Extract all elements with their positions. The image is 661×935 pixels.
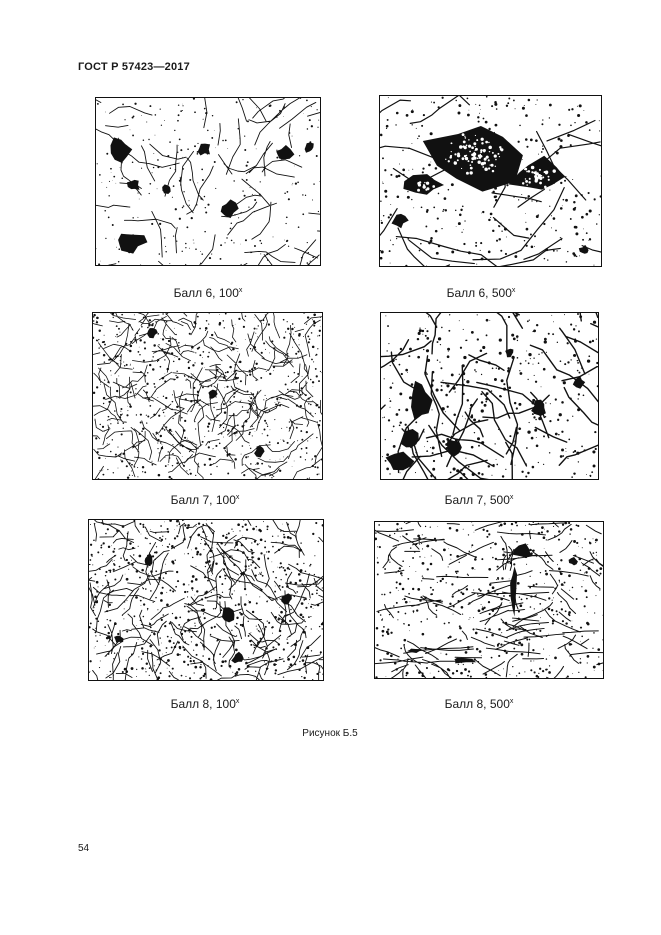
magnification-mark: х <box>509 494 514 501</box>
figure-caption: Рисунок Б.5 <box>302 728 358 739</box>
micrograph-score-8-100x <box>88 519 324 681</box>
caption-score-8-500x <box>445 697 514 711</box>
page-number: 54 <box>78 843 90 854</box>
caption-text: Балл 6, 500 <box>446 286 512 300</box>
micrograph-score-6-100x <box>95 97 321 266</box>
caption-text: Балл 8, 500 <box>444 697 510 711</box>
magnification-mark: х <box>238 287 243 294</box>
caption-score-7-500x <box>445 493 514 507</box>
caption-text: Балл 7, 100 <box>170 493 236 507</box>
document-header: ГОСТ Р 57423—2017 <box>78 61 190 73</box>
caption-text: Балл 6, 100 <box>173 286 239 300</box>
micrograph-score-6-500x <box>379 95 602 267</box>
micrograph-score-7-100x <box>92 312 323 480</box>
caption-score-6-500x <box>447 286 516 300</box>
caption-text: Балл 8, 100 <box>170 697 236 711</box>
magnification-mark: х <box>509 698 514 705</box>
caption-text: Балл 7, 500 <box>444 493 510 507</box>
micrograph-score-7-500x <box>380 312 599 480</box>
caption-score-8-100x <box>171 697 240 711</box>
magnification-mark: х <box>235 698 240 705</box>
caption-score-6-100x <box>174 286 243 300</box>
magnification-mark: х <box>235 494 240 501</box>
magnification-mark: х <box>511 287 516 294</box>
micrograph-score-8-500x <box>374 521 604 679</box>
caption-score-7-100x <box>171 493 240 507</box>
